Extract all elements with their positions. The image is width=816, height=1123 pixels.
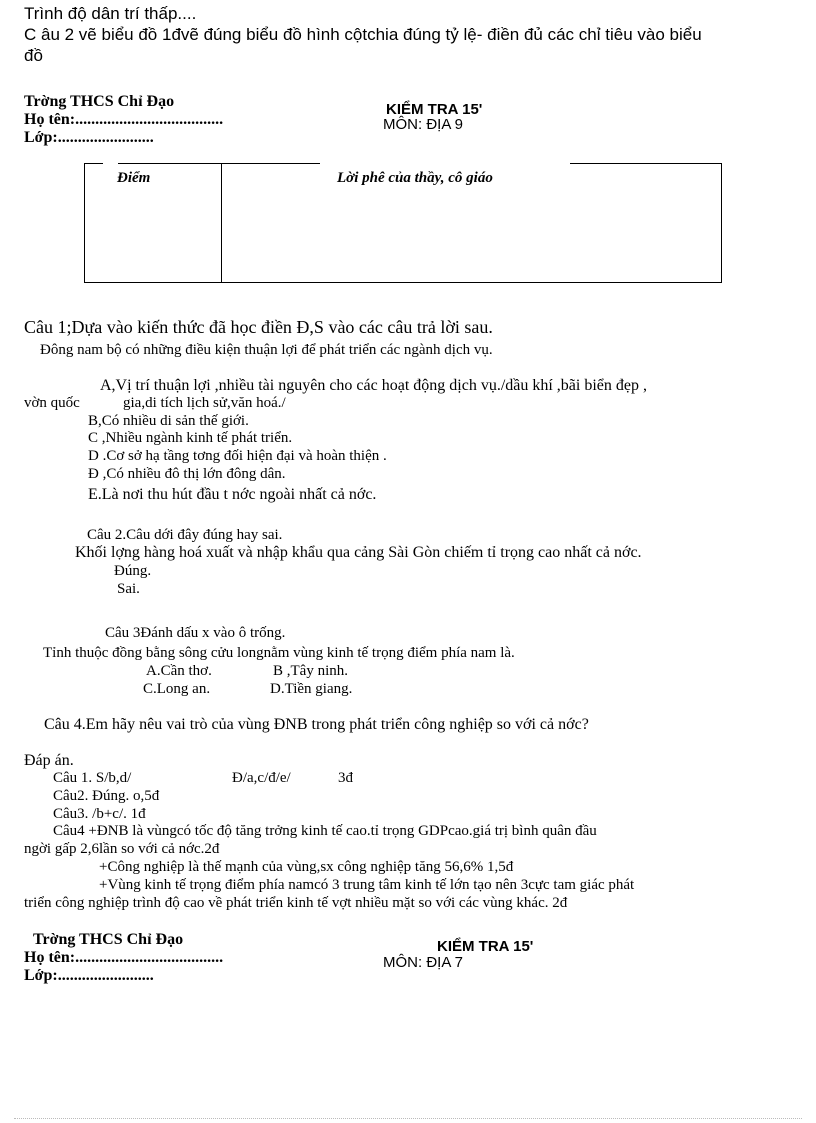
q3-stem: Tỉnh thuộc đồng bằng sông cửu longnằm vùng kinh tế trọng điểm phía nam là. bbox=[43, 645, 515, 661]
answer-4-line-3: +Công nghiệp là thế mạnh của vùng,sx công nghiệp tăng 56,6% 1,5đ bbox=[99, 859, 514, 875]
q3-option-c: C.Long an. bbox=[143, 681, 211, 697]
score-box-divider bbox=[221, 164, 222, 282]
q3-option-b: B ,Tây ninh. bbox=[273, 663, 348, 679]
student-class-line: Lớp:........................ bbox=[24, 129, 154, 146]
test-title: KIỂM TRA 15' bbox=[386, 101, 483, 118]
q1-stem: Đông nam bộ có những điều kiện thuận lợi để phát triển các ngành dịch vụ. bbox=[40, 342, 493, 358]
answer-3: Câu3. /b+c/. 1đ bbox=[53, 806, 146, 822]
test-subject: MÔN: ĐỊA 9 bbox=[383, 116, 464, 133]
q4-title: Câu 4.Em hãy nêu vai trò của vùng ĐNB trong phát triển công nghiệp so với cả nớc? bbox=[44, 716, 589, 733]
q1-option-c: C ,Nhiều ngành kinh tế phát triển. bbox=[88, 430, 293, 446]
q3-option-a: A.Cần thơ. bbox=[146, 663, 212, 679]
answer-4-line-4: +Vùng kinh tế trọng điểm phía namcó 3 trung tâm kinh tế lớn tạo nên 3cực tam giác phát bbox=[99, 877, 635, 893]
q1-option-d: D .Cơ sở hạ tầng tơng đối hiện đại và hoàn thiện . bbox=[88, 448, 387, 464]
q1-option-e: E.Là nơi thu hút đầu t nớc ngoài nhất cả nớc. bbox=[88, 486, 377, 503]
q1-title: Câu 1;Dựa vào kiến thức đã học điền Đ,S vào các câu trả lời sau. bbox=[24, 317, 493, 337]
answer-4-line-2: ngời gấp 2,6lần so với cả nớc.2đ bbox=[24, 841, 220, 857]
q1-option-b: B,Có nhiều di sản thế giới. bbox=[88, 413, 249, 429]
test-subject: MÔN: ĐỊA 7 bbox=[383, 954, 464, 971]
score-comment-box bbox=[84, 163, 722, 283]
q2-option-true: Đúng. bbox=[114, 563, 152, 579]
answer-2: Câu2. Đúng. o,5đ bbox=[53, 788, 160, 804]
q1-option-a-cont-right: gia,di tích lịch sử,văn hoá./ bbox=[123, 395, 286, 411]
teacher-comment-label: Lời phê của thầy, cô giáo bbox=[337, 170, 493, 186]
q2-stem: Khối lợng hàng hoá xuất và nhập khẩu qua cảng Sài Gòn chiếm tỉ trọng cao nhất cả nớc. bbox=[75, 544, 642, 561]
answer-4-line-1: Câu4 +ĐNB là vùngcó tốc độ tăng trởng kinh tế cao.tỉ trọng GDPcao.giá trị bình quân đầu bbox=[53, 823, 597, 839]
answer-4-line-5: triển công nghiệp trình độ cao về phát triển kinh tế vợt nhiều mặt so với các vùng khác. 2đ bbox=[24, 895, 568, 911]
school-name: Trờng THCS Chỉ Đạo bbox=[33, 931, 184, 948]
q2-option-false: Sai. bbox=[117, 581, 140, 597]
student-name-line: Họ tên:..................................... bbox=[24, 949, 224, 966]
answer-1-points: 3đ bbox=[338, 770, 353, 786]
intro-line-1: Trình độ dân trí thấp.... bbox=[24, 4, 197, 23]
answer-1-false: Câu 1. S/b,d/ bbox=[53, 770, 132, 786]
page-bottom-rule bbox=[14, 1118, 802, 1119]
q1-option-dd: Đ ,Có nhiều đô thị lớn đông dân. bbox=[88, 466, 286, 482]
answer-1-true: Đ/a,c/đ/e/ bbox=[232, 770, 291, 786]
q1-option-a: A,Vị trí thuận lợi ,nhiều tài nguyên cho các hoạt động dịch vụ./dầu khí ,bãi biển đẹp , bbox=[100, 377, 647, 394]
student-name-line: Họ tên:..................................... bbox=[24, 111, 224, 128]
school-name: Trờng THCS Chỉ Đạo bbox=[24, 93, 175, 110]
q3-title: Câu 3Đánh dấu x vào ô trống. bbox=[105, 625, 286, 641]
q3-option-d: D.Tiền giang. bbox=[270, 681, 353, 697]
q1-option-a-cont-left: vờn quốc bbox=[24, 395, 80, 411]
student-class-line: Lớp:........................ bbox=[24, 967, 154, 984]
intro-line-3: đồ bbox=[24, 46, 43, 65]
q2-title: Câu 2.Câu dới đây đúng hay sai. bbox=[87, 527, 283, 543]
test-title: KIỂM TRA 15' bbox=[437, 938, 534, 955]
answers-title: Đáp án. bbox=[24, 752, 74, 769]
intro-line-2: C âu 2 vẽ biểu đồ 1đvẽ đúng biểu đồ hình cộtchia đúng tỷ lệ- điền đủ các chỉ tiêu vào biểu bbox=[24, 25, 702, 44]
score-label: Điểm bbox=[117, 170, 151, 186]
